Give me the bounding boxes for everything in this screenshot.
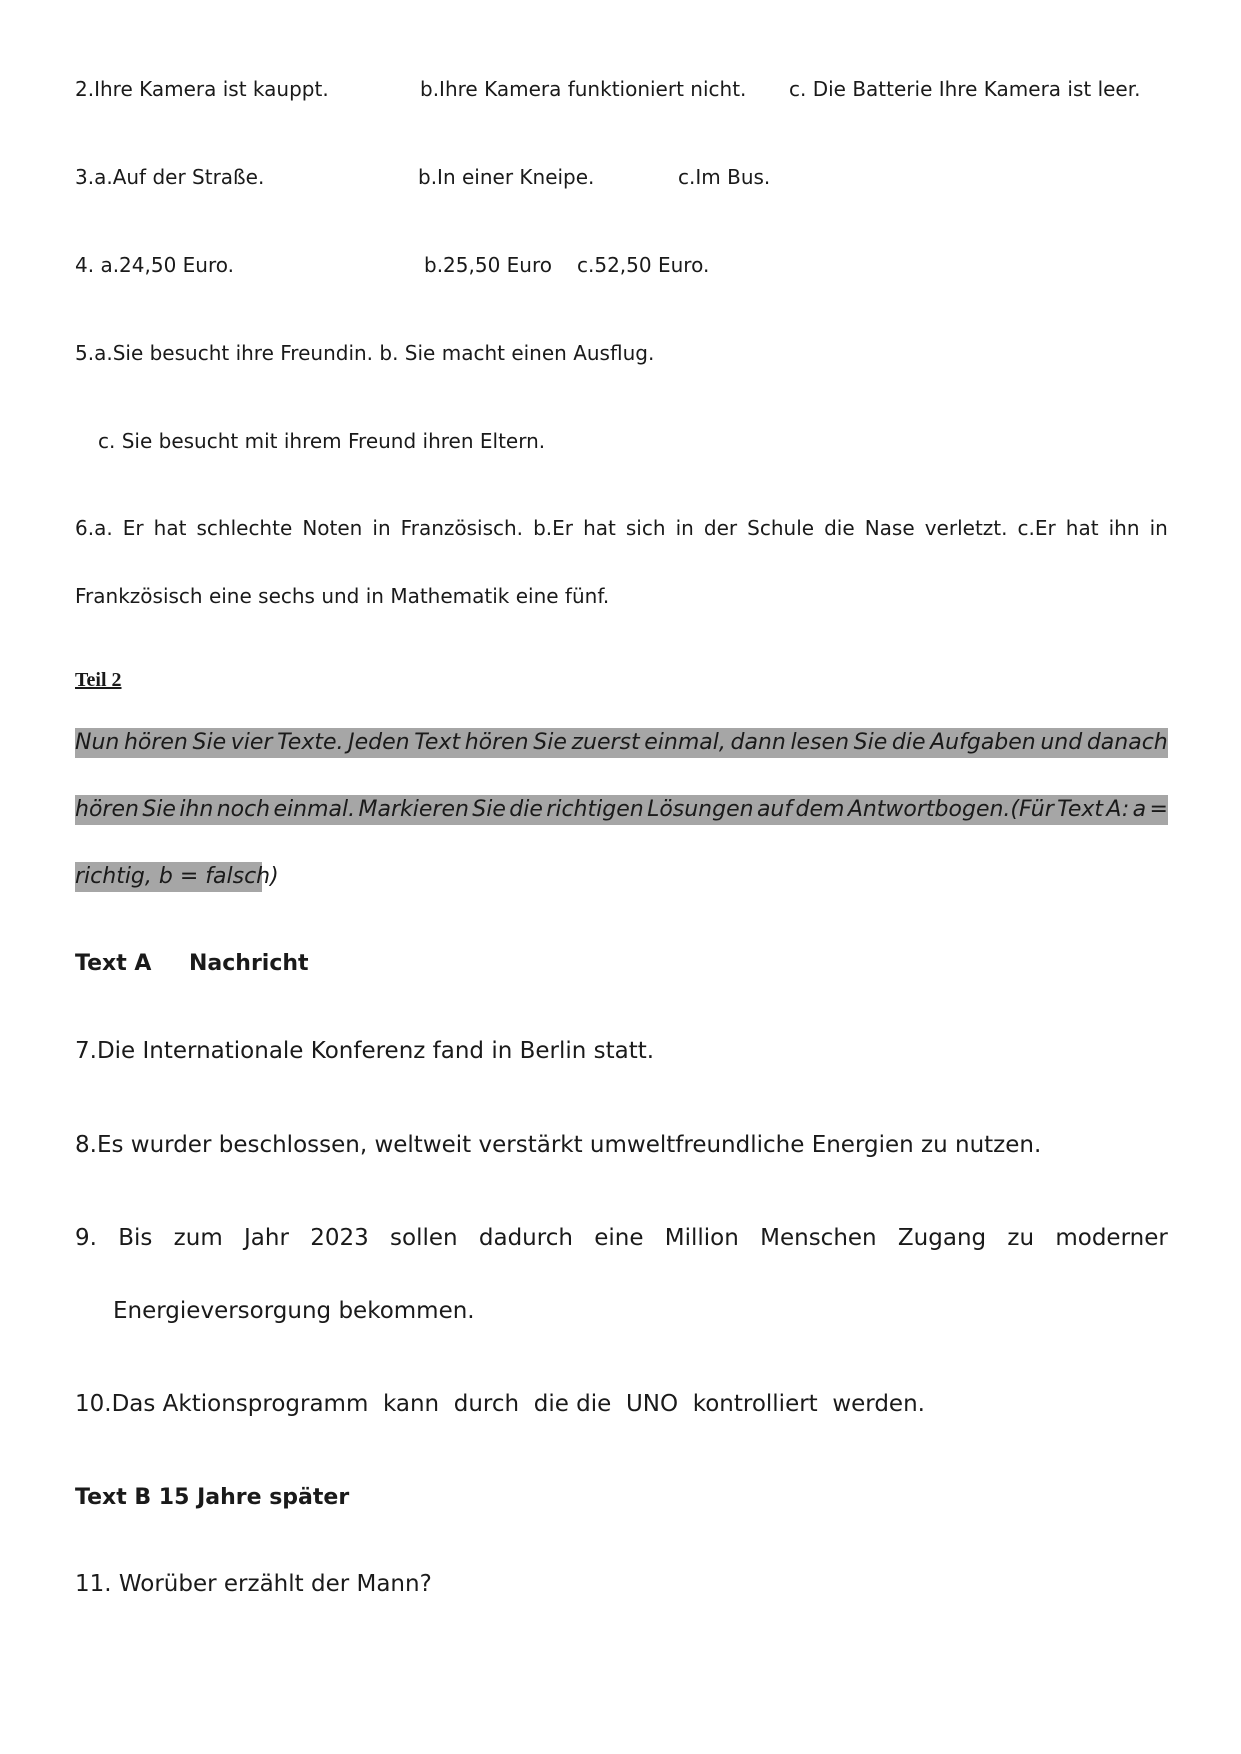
question-7: 7.Die Internationale Konferenz fand in Berlin statt. [75, 1038, 655, 1064]
question-8: 8.Es wurder beschlossen, weltweit verstärkt umweltfreundliche Energien zu nutzen. [75, 1132, 1042, 1158]
instruction-line-3: richtig, b = falsch) [75, 864, 279, 889]
q6-line-1-word: Noten [302, 516, 363, 540]
q3-option-b: b.In einer Kneipe. [418, 165, 595, 189]
instruction-line-2-word: ihn [179, 797, 214, 822]
question-9-line-1-word: Bis [118, 1225, 153, 1251]
instruction-line-2-word: a [1132, 797, 1147, 822]
q5-line-2: c. Sie besucht mit ihrem Freund ihren Eltern. [98, 429, 546, 453]
question-9-line-1-word: zum [173, 1225, 223, 1251]
q6-line-1-word: Nase [864, 516, 915, 540]
question-9-line-1-word: sollen [390, 1225, 458, 1251]
q3-option-a: 3.a.Auf der Straße. [75, 165, 265, 189]
instruction-line-1-word: hören [464, 730, 529, 755]
text-b-heading: Text B 15 Jahre später [75, 1485, 350, 1510]
q6-line-1-word: Er [122, 516, 144, 540]
q6-line-1-word: b.Er [533, 516, 574, 540]
q6-line-2: Frankzösisch eine sechs und in Mathematik eine fünf. [75, 584, 610, 608]
section-heading-teil-2: Teil 2 [75, 669, 122, 691]
q6-line-1-word: die [824, 516, 855, 540]
instruction-line-1 [75, 728, 1168, 758]
q6-line-1-word: c.Er [1017, 516, 1056, 540]
instruction-line-2-word: die [509, 797, 543, 822]
question-9-line-2: Energieversorgung bekommen. [113, 1298, 475, 1324]
instruction-line-1-word: dann [730, 730, 786, 755]
q2-option-b: b.Ihre Kamera funktioniert nicht. [420, 77, 747, 101]
question-10: 10.Das Aktionsprogramm kann durch die die UNO kontrolliert werden. [75, 1391, 925, 1417]
question-9-line-1-word: Jahr [244, 1225, 289, 1251]
instruction-line-2-word: Markieren [358, 797, 469, 822]
question-9-line-1-word: dadurch [478, 1225, 573, 1251]
instruction-line-1-word: Sie [853, 730, 888, 755]
instruction-line-2-word: Antwortbogen.(Für [847, 797, 1054, 822]
instruction-line-1-word: danach [1086, 730, 1168, 755]
instruction-line-1-word: Sie [533, 730, 567, 755]
instruction-line-2-word: dem [795, 797, 845, 822]
question-9-line-1-word: zu [1007, 1225, 1035, 1251]
q6-line-1-word: in [372, 516, 391, 540]
q6-line-1-word: in [675, 516, 694, 540]
q6-line-1-word: der [703, 516, 738, 540]
q6-line-1-word: hat [1065, 516, 1099, 540]
q6-line-1-word: verletzt. [924, 516, 1008, 540]
question-9-line-1-word: 9. [75, 1225, 97, 1251]
q4-option-b: b.25,50 Euro [424, 253, 552, 277]
instruction-line-2 [75, 795, 1168, 825]
q6-line-1 [75, 514, 1168, 542]
instruction-line-1-word: Sie [192, 730, 227, 755]
instruction-line-1-word: vier [230, 730, 273, 755]
instruction-line-1-word: Aufgaben [930, 730, 1036, 755]
q6-line-1-word: in [1149, 516, 1168, 540]
q3-option-c: c.Im Bus. [678, 165, 771, 189]
instruction-line-2-word: auf [756, 797, 793, 822]
question-9-line-1-word: 2023 [310, 1225, 369, 1251]
q4-option-a: 4. a.24,50 Euro. [75, 253, 235, 277]
question-9-line-1-word: Zugang [897, 1225, 987, 1251]
question-9-line-1-word: moderner [1055, 1225, 1168, 1251]
instruction-line-2-word: A: [1106, 797, 1130, 822]
instruction-line-2-word: richtigen [546, 797, 644, 822]
instruction-line-2-word: Sie [142, 797, 176, 822]
q6-line-1-word: hat [153, 516, 187, 540]
instruction-line-1-word: lesen [790, 730, 850, 755]
instruction-line-1-word: Jeden [348, 730, 410, 755]
instruction-line-1-word: zuerst [571, 730, 640, 755]
instruction-line-1-word: einmal, [644, 730, 726, 755]
q4-option-c: c.52,50 Euro. [577, 253, 710, 277]
instruction-line-2-word: einmal. [273, 797, 356, 822]
instruction-line-2-word: noch [216, 797, 271, 822]
q6-line-1-word: sich [625, 516, 666, 540]
instruction-line-1-word: Text [414, 730, 461, 755]
question-9-line-1 [75, 1222, 1168, 1254]
text-a-title: Nachricht [189, 951, 309, 976]
instruction-line-2-word: hören [75, 797, 139, 822]
q2-option-c: c. Die Batterie Ihre Kamera ist leer. [789, 77, 1141, 101]
q6-line-1-word: 6.a. [75, 516, 113, 540]
instruction-line-1-word: hören [123, 730, 188, 755]
text-a-label: Text A [75, 951, 152, 976]
q6-line-1-word: Französisch. [400, 516, 524, 540]
instruction-line-1-word: und [1040, 730, 1083, 755]
instruction-line-2-word: = [1149, 797, 1168, 822]
instruction-line-1-word: Nun [75, 730, 120, 755]
question-9-line-1-word: Menschen [760, 1225, 877, 1251]
question-9-line-1-word: Million [664, 1225, 739, 1251]
instruction-line-2-word: Sie [472, 797, 506, 822]
q5-line-1: 5.a.Sie besucht ihre Freundin. b. Sie macht einen Ausflug. [75, 341, 655, 365]
question-9-line-1-word: eine [594, 1225, 644, 1251]
q6-line-1-word: hat [583, 516, 616, 540]
q6-line-1-word: ihn [1108, 516, 1140, 540]
instruction-line-1-word: die [891, 730, 926, 755]
q6-line-1-word: schlechte [196, 516, 293, 540]
instruction-line-2-word: Lösungen [647, 797, 754, 822]
q6-line-1-word: Schule [747, 516, 815, 540]
instruction-line-1-word: Texte. [277, 730, 344, 755]
question-11: 11. Worüber erzählt der Mann? [75, 1571, 432, 1597]
instruction-line-2-word: Text [1057, 797, 1104, 822]
q2-option-a: 2.Ihre Kamera ist kauppt. [75, 77, 329, 101]
